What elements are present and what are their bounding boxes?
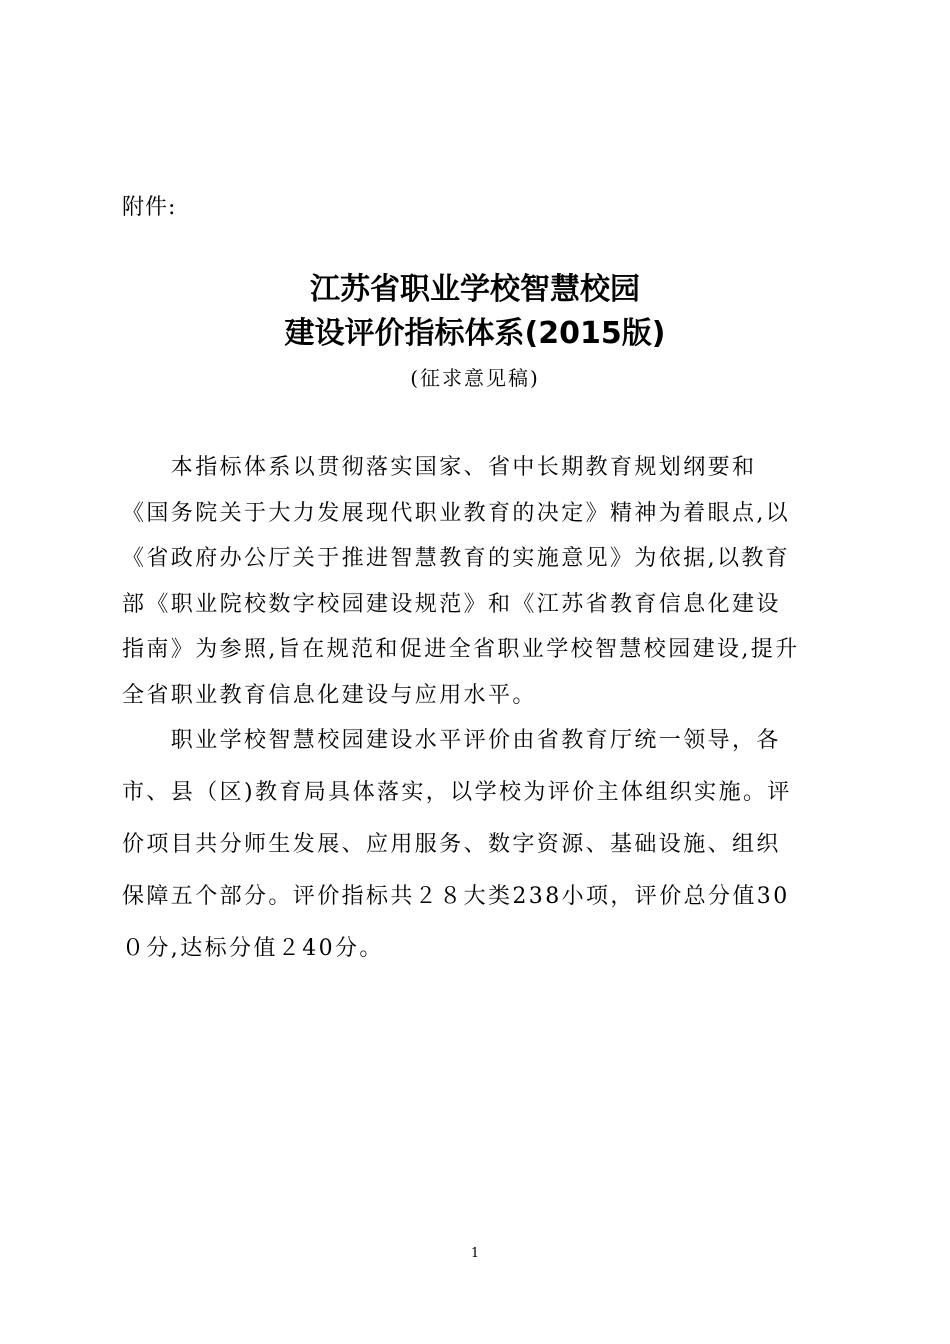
paragraph-line: 价项目共分师生发展、应用服务、数字资源、基础设施、组织 — [122, 832, 781, 857]
paragraph-line: 《国务院关于大力发展现代职业教育的决定》精神为着眼点,以 — [122, 500, 791, 526]
paragraph-line: 《省政府办公厅关于推进智慧教育的实施意见》为依据,以教育 — [122, 546, 791, 572]
document-title-line2: 建设评价指标体系(2015版) — [284, 316, 666, 351]
paragraph-line: ０分,达标分值２40分。 — [122, 936, 384, 961]
paragraph-line: 全省职业教育信息化建设与应用水平。 — [122, 682, 537, 708]
paragraph-line: 本指标体系以贯彻落实国家、省中长期教育规划纲要和 — [122, 455, 757, 480]
paragraph-line: 职业学校智慧校园建设水平评价由省教育厅统一领导，各 — [122, 728, 781, 753]
page-number: 1 — [470, 1246, 480, 1261]
paragraph-line: 部《职业院校数字校园建设规范》和《江苏省教育信息化建设 — [122, 591, 781, 617]
body-paragraph-1 — [122, 445, 830, 719]
paragraph-line: 保障五个部分。评价指标共２８大类238小项，评价总分值30 — [122, 884, 790, 909]
document-title-line1: 江苏省职业学校智慧校园 — [310, 272, 640, 307]
document-subtitle: (征求意见稿) — [410, 366, 540, 390]
attachment-label: 附件: — [122, 195, 177, 220]
body-paragraph-2 — [122, 715, 830, 975]
paragraph-line: 市、县（区)教育局具体落实，以学校为评价主体组织实施。评 — [122, 780, 792, 805]
paragraph-line: 指南》为参照,旨在规范和促进全省职业学校智慧校园建设,提升 — [122, 637, 800, 663]
